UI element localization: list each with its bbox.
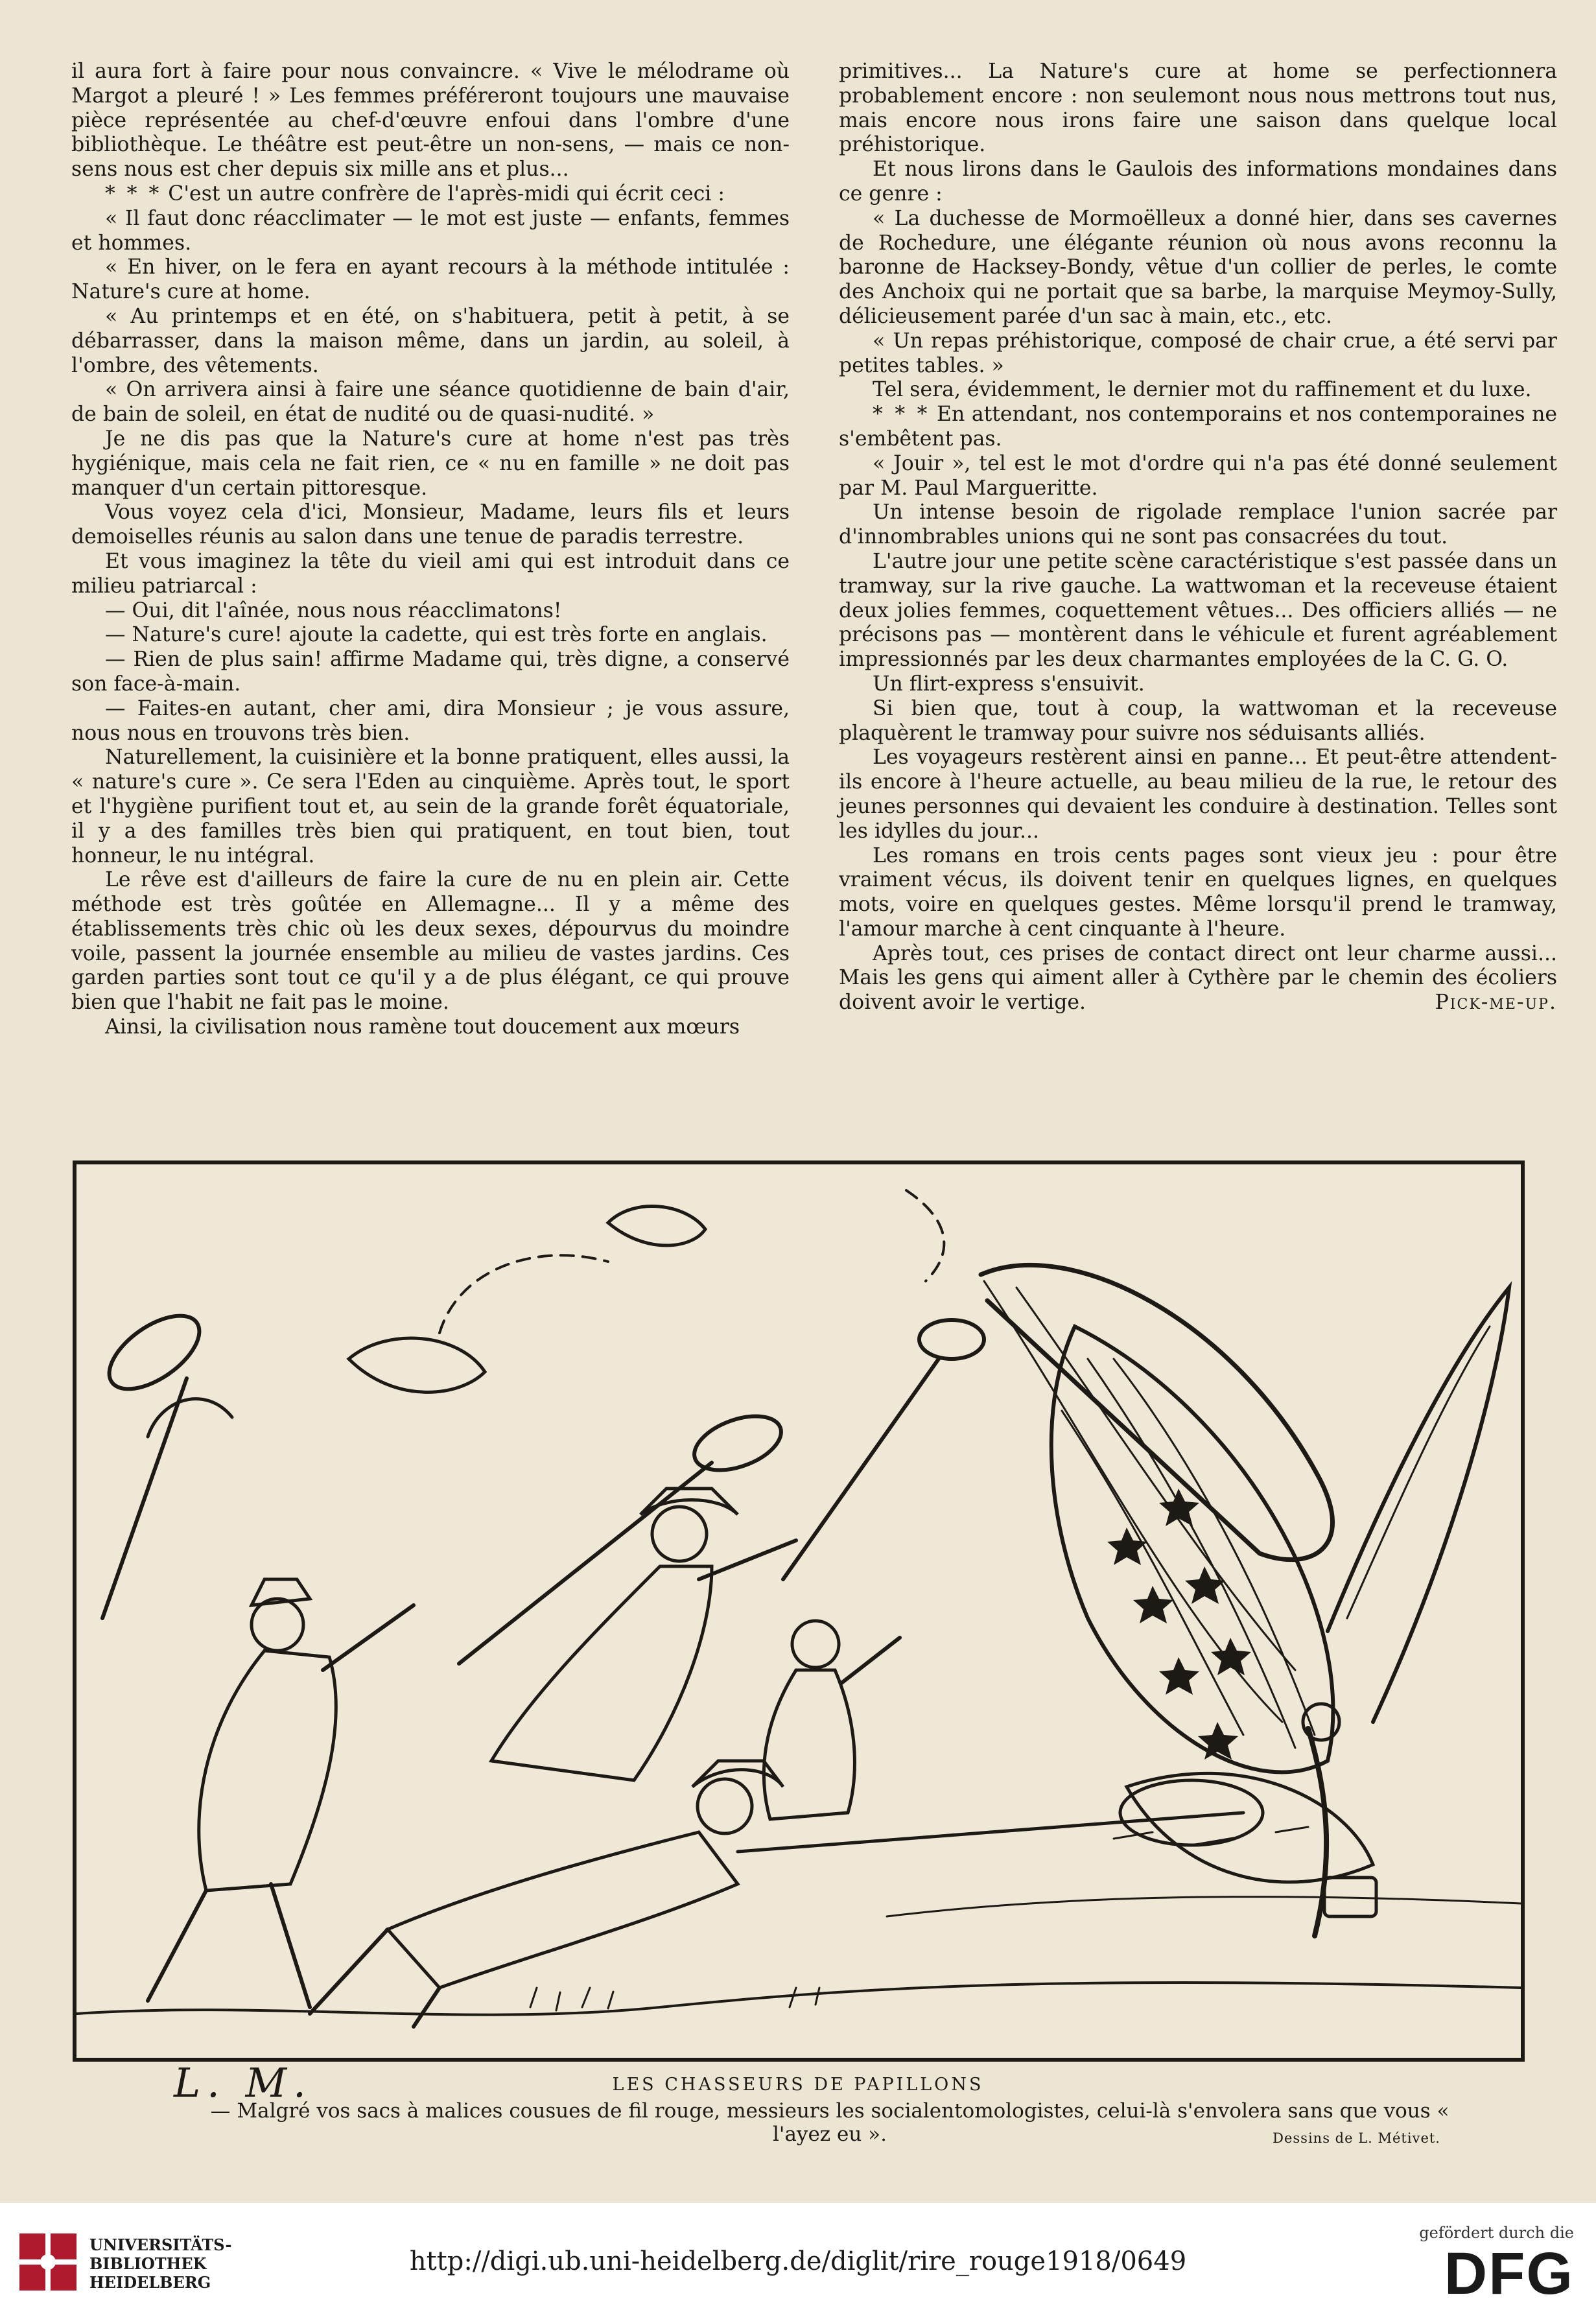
funding-note: gefördert durch die (1419, 2224, 1574, 2242)
paragraph: * * * En attendant, nos contemporains et nos contemporaines ne s'embêtent pas. (839, 403, 1558, 451)
paragraph: Si bien que, tout à coup, la wattwoman et la receveuse plaquèrent le tramway pour suivre nos séduisants alliés. (839, 696, 1557, 745)
paragraph: Vous voyez cela d'ici, Monsieur, Madame, leurs fils et leurs demoiselles réunis au salon dans une tenue de paradis terrestre. (71, 501, 790, 549)
paragraph: « En hiver, on le fera en ayant recours à la méthode intitulée : Nature's cure at home. (71, 255, 790, 304)
paragraph: L'autre jour une petite scène caractéristique s'est passée dans un tramway, sur la rive gauche. La wattwoman et la receveuse étaient deux jolies femmes, coquettement vêtues... Des officiers alliés — ne précisons pas — montèrent dans le véhicule et furent agréablement impressionnés par les deux charmantes employées de la C. G. O. (839, 549, 1557, 672)
paragraph: — Oui, dit l'aînée, nous nous réacclimatons! (105, 598, 562, 622)
paragraph: Le rêve est d'ailleurs de faire la cure de nu en plein air. Cette méthode est très goûtée en Allemagne... Il y a même des établissements très chic où les deux sexes, dépourvus du moindre voile, passent la journée ensemble au milieu de vastes jardins. Ces garden parties sont tout ce qu'il y a de plus élégant, ce qui prouve bien que l'habit ne fait pas le moine. (71, 868, 790, 1015)
paragraph: « On arrivera ainsi à faire une séance quotidienne de bain d'air, de bain de soleil, en état de nudité ou de quasi-nudité. » (71, 378, 790, 427)
paragraph: il aura fort à faire pour nous convaincre. « Vive le mélodrame où Margot a pleuré ! » Les femmes préféreront toujours une mauvaise pièce représentée au chef-d'œuvre enfoui dans l'ombre d'une bibliothèque. Le théâtre est peut-être un non-sens, — mais ce non-sens nous est cher depuis six mille ans et plus... (71, 60, 790, 182)
caption-title: LES CHASSEURS DE PAPILLONS (612, 2075, 984, 2095)
paragraph: — Rien de plus sain! affirme Madame qui, très digne, a conservé son face-à-main. (71, 648, 790, 696)
paragraph: — Nature's cure! ajoute la cadette, qui est très forte en anglais. (105, 623, 768, 647)
left-text-column (71, 60, 790, 1136)
paragraph: « Jouir », tel est le mot d'ordre qui n'a pas été donné seulement par M. Paul Margueritte. (839, 451, 1557, 500)
paragraph: Les voyageurs restèrent ainsi en panne... Et peut-être attendent-ils encore à l'heure actuelle, au beau milieu de la rue, le retour des jeunes personnes qui devaient les conduire à destination. Telles sont les idylles du jour... (839, 746, 1557, 843)
permalink-url[interactable]: http://digi.ub.uni-heidelberg.de/diglit/rire_rouge1918/0649 (409, 2246, 1187, 2276)
butterfly-hunters-drawing (76, 1164, 1521, 2058)
article-signature: Pick-me-up. (1435, 991, 1557, 1015)
caption-text: — Malgré vos sacs à malices cousues de fil rouge, messieurs les socialentomologistes, celui-là s'envolera sans que vous « l'ayez eu ». (210, 2099, 1449, 2146)
paragraph: — Faites-en autant, cher ami, dira Monsieur ; je vous assure, nous nous en trouvons très bien. (71, 696, 790, 745)
paragraph: Je ne dis pas que la Nature's cure at home n'est pas très hygiénique, mais cela ne fait rien, ce « nu en famille » ne doit pas manquer d'un certain pittoresque. (71, 427, 790, 500)
paragraph: « Un repas préhistorique, composé de chair crue, a été servi par petites tables. » (839, 329, 1557, 377)
right-text-column (839, 60, 1557, 1136)
paragraph: Naturellement, la cuisinière et la bonne pratiquent, elles aussi, la « nature's cure ». Ce sera l'Eden au cinquième. Après tout, le sport et l'hygiène purifient tout et, au sein de la grande forêt équatoriale, il y a des familles très bien qui pratiquent, en tout bien, tout honneur, le nu intégral. (71, 746, 790, 867)
paragraph: Après tout, ces prises de contact direct ont leur charme aussi... Mais les gens qui aiment aller à Cythère par le chemin des écoliers doivent avoir le vertige. Pick-me-up. (839, 941, 1557, 1015)
library-name: UNIVERSITÄTS- BIBLIOTHEK HEIDELBERG (89, 2235, 232, 2292)
paragraph: Et nous lirons dans le Gaulois des informations mondaines dans ce genre : (839, 158, 1557, 206)
paragraph: Et vous imaginez la tête du vieil ami qui est introduit dans ce milieu patriarcal : (71, 549, 790, 598)
paragraph: primitives... La Nature's cure at home se perfectionnera probablement encore : non seulemont nous nous mettrons tout nus, mais encore nous irons faire une saison dans quelque local préhistorique. (839, 60, 1557, 157)
paragraph: « Il faut donc réacclimater — le mot est juste — enfants, femmes et hommes. (71, 206, 790, 255)
section-stars: * * * (105, 182, 162, 206)
paragraph: « Au printemps et en été, on s'habituera, petit à petit, à se débarrasser, dans la maison même, dans un jardin, au soleil, à l'ombre, des vêtements. (71, 304, 790, 377)
paragraph: * * * C'est un autre confrère de l'après-midi qui écrit ceci : (105, 182, 725, 206)
paragraph: Un intense besoin de rigolade remplace l'union sacrée par d'innombrables unions qui ne sont pas consacrées du tout. (839, 501, 1557, 549)
artist-initials: L. M. (174, 2059, 312, 2106)
dfg-logo-icon: DFG (1444, 2241, 1574, 2307)
paragraph: Les romans en trois cents pages sont vieux jeu : pour être vraiment vécus, ils doivent tenir en quelques lignes, en quelques mots, voire en quelques gestes. Même lorsqu'il prend le tramway, l'amour marche à cent cinquante à l'heure. (839, 843, 1557, 941)
paragraph: « La duchesse de Mormoëlleux a donné hier, dans ses cavernes de Rochedure, une élégante réunion où nous avons reconnu la baronne de Hacksey-Bondy, vêtue d'un collier de perles, le comte des Anchoix qui ne portait que sa barbe, la marquise Meymoy-Sully, délicieusement parée d'un sac à main, etc., etc. (839, 206, 1557, 328)
paragraph: Tel sera, évidemment, le dernier mot du raffinement et du luxe. (873, 378, 1532, 402)
section-stars: * * * (873, 403, 930, 427)
paragraph: Ainsi, la civilisation nous ramène tout doucement aux mœurs (105, 1015, 740, 1039)
caption-credit: Dessins de L. Métivet. (1273, 2130, 1440, 2146)
paragraph: Un flirt-express s'ensuivit. (873, 672, 1145, 696)
